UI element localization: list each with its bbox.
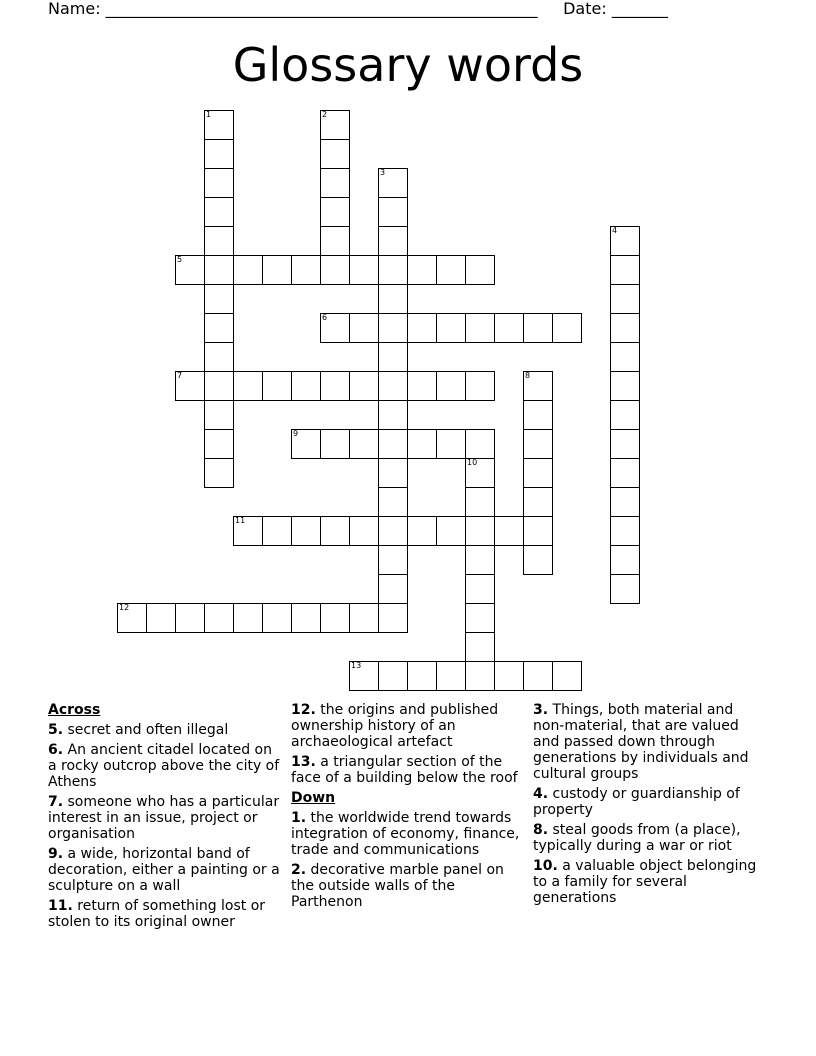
clue-number: 10: [467, 458, 478, 467]
grid-cell[interactable]: [349, 603, 379, 633]
grid-cell[interactable]: [378, 255, 408, 285]
grid-cell[interactable]: [610, 429, 640, 459]
grid-cell[interactable]: [523, 545, 553, 575]
grid-cell[interactable]: [436, 371, 466, 401]
grid-cell[interactable]: [291, 429, 321, 459]
clue-across-9: 9. a wide, horizontal band of decoration, either a painting or a sculpture on a wall: [48, 846, 280, 894]
clue-number: 7: [177, 371, 183, 380]
grid-cell[interactable]: [523, 400, 553, 430]
grid-cell[interactable]: [465, 574, 495, 604]
clues-column-1: [48, 700, 280, 934]
grid-cell[interactable]: [523, 487, 553, 517]
grid-cell[interactable]: [610, 284, 640, 314]
grid-cell[interactable]: [233, 516, 263, 546]
grid-cell[interactable]: [378, 487, 408, 517]
grid-cell[interactable]: [465, 516, 495, 546]
grid-cell[interactable]: [378, 342, 408, 372]
grid-cell[interactable]: [610, 255, 640, 285]
grid-cell[interactable]: [204, 458, 234, 488]
grid-cell[interactable]: [349, 661, 379, 691]
grid-cell[interactable]: [320, 226, 350, 256]
grid-cell[interactable]: [204, 139, 234, 169]
grid-cell[interactable]: [610, 400, 640, 430]
grid-cell[interactable]: [407, 429, 437, 459]
clue-down-2: 2. decorative marble panel on the outside walls of the Parthenon: [291, 862, 504, 910]
grid-cell[interactable]: [378, 197, 408, 227]
grid-cell[interactable]: [436, 516, 466, 546]
grid-cell[interactable]: [465, 661, 495, 691]
grid-cell[interactable]: [378, 429, 408, 459]
grid-cell[interactable]: [378, 603, 408, 633]
grid-cell[interactable]: [233, 255, 263, 285]
grid-cell[interactable]: [320, 429, 350, 459]
grid-cell[interactable]: [204, 342, 234, 372]
grid-cell[interactable]: [204, 226, 234, 256]
grid-cell[interactable]: [146, 603, 176, 633]
clue-number: 3: [380, 168, 386, 177]
page-title: Glossary words: [232, 38, 584, 92]
grid-cell[interactable]: [320, 139, 350, 169]
clue-across-11: 11. return of something lost or stolen to its original owner: [48, 898, 266, 930]
grid-cell[interactable]: [204, 313, 234, 343]
grid-cell[interactable]: [204, 197, 234, 227]
grid-cell[interactable]: [436, 255, 466, 285]
grid-cell[interactable]: [407, 255, 437, 285]
grid-cell[interactable]: [436, 429, 466, 459]
grid-cell[interactable]: [610, 574, 640, 604]
grid-cell[interactable]: [465, 313, 495, 343]
grid-cell[interactable]: [523, 429, 553, 459]
grid-cell[interactable]: [175, 371, 205, 401]
clues-column-2: [291, 700, 523, 914]
clue-number: 2: [322, 110, 328, 119]
grid-cell[interactable]: [349, 429, 379, 459]
grid-cell[interactable]: [204, 110, 234, 140]
grid-cell[interactable]: [610, 313, 640, 343]
grid-cell[interactable]: [262, 255, 292, 285]
grid-cell[interactable]: [349, 313, 379, 343]
clue-across-13: 13. a triangular section of the face of a building below the roof: [291, 754, 518, 786]
grid-cell[interactable]: [262, 516, 292, 546]
grid-cell[interactable]: [320, 168, 350, 198]
clue-number: 1: [206, 110, 212, 119]
grid-cell[interactable]: [523, 313, 553, 343]
grid-cell[interactable]: [407, 516, 437, 546]
grid-cell[interactable]: [378, 284, 408, 314]
grid-cell[interactable]: [320, 516, 350, 546]
clue-down-10: 10. a valuable object belonging to a family for several generations: [533, 858, 757, 906]
grid-cell[interactable]: [378, 661, 408, 691]
grid-cell[interactable]: [262, 371, 292, 401]
grid-cell[interactable]: [465, 545, 495, 575]
grid-cell[interactable]: [175, 255, 205, 285]
clue-number: 13: [351, 661, 362, 670]
clue-number: 11: [235, 516, 246, 525]
grid-cell[interactable]: [523, 661, 553, 691]
grid-cell[interactable]: [610, 371, 640, 401]
grid-cell[interactable]: [204, 371, 234, 401]
grid-cell[interactable]: [465, 429, 495, 459]
grid-cell[interactable]: [378, 400, 408, 430]
grid-cell[interactable]: [552, 661, 582, 691]
grid-cell[interactable]: [378, 458, 408, 488]
across-heading: Across: [48, 702, 101, 718]
grid-cell[interactable]: [204, 400, 234, 430]
grid-cell[interactable]: [320, 313, 350, 343]
clue-down-3: 3. Things, both material and non-material, that are valued and passed down through generations by individuals and cultural groups: [533, 702, 749, 782]
clue-number: 12: [119, 603, 130, 612]
grid-cell[interactable]: [494, 516, 524, 546]
grid-cell[interactable]: [378, 545, 408, 575]
grid-cell[interactable]: [523, 371, 553, 401]
grid-cell[interactable]: [349, 516, 379, 546]
grid-cell[interactable]: [378, 226, 408, 256]
grid-cell[interactable]: [465, 458, 495, 488]
grid-cell[interactable]: [378, 516, 408, 546]
grid-cell[interactable]: [233, 603, 263, 633]
grid-cell[interactable]: [117, 603, 147, 633]
clue-number: 4: [612, 226, 618, 235]
clue-down-4: 4. custody or guardianship of property: [533, 786, 740, 818]
grid-cell[interactable]: [378, 313, 408, 343]
grid-cell[interactable]: [320, 110, 350, 140]
grid-cell[interactable]: [407, 661, 437, 691]
grid-cell[interactable]: [610, 226, 640, 256]
grid-cell[interactable]: [204, 603, 234, 633]
grid-cell[interactable]: [233, 371, 263, 401]
grid-cell[interactable]: [291, 371, 321, 401]
grid-cell[interactable]: [465, 371, 495, 401]
grid-cell[interactable]: [291, 516, 321, 546]
clue-down-8: 8. steal goods from (a place), typically during a war or riot: [533, 822, 741, 854]
grid-cell[interactable]: [436, 661, 466, 691]
clue-across-5: 5. secret and often illegal: [48, 722, 229, 738]
grid-cell[interactable]: [407, 371, 437, 401]
grid-cell[interactable]: [349, 255, 379, 285]
grid-cell[interactable]: [465, 487, 495, 517]
clue-across-6: 6. An ancient citadel located on a rocky outcrop above the city of Athens: [48, 742, 280, 790]
grid-cell[interactable]: [523, 516, 553, 546]
name-date-line: Name: ______________________________________________________ Date: _______: [48, 0, 668, 18]
grid-cell[interactable]: [320, 603, 350, 633]
clue-number: 8: [525, 371, 531, 380]
grid-cell[interactable]: [610, 458, 640, 488]
grid-cell[interactable]: [320, 197, 350, 227]
clues-column-3: [533, 700, 765, 910]
grid-cell[interactable]: [349, 371, 379, 401]
grid-cell[interactable]: [610, 487, 640, 517]
grid-cell[interactable]: [378, 371, 408, 401]
clue-down-1: 1. the worldwide trend towards integration of economy, finance, trade and communications: [291, 810, 520, 858]
grid-cell[interactable]: [175, 603, 205, 633]
grid-cell[interactable]: [465, 255, 495, 285]
clue-across-7: 7. someone who has a particular interest in an issue, project or organisation: [48, 794, 280, 842]
grid-cell[interactable]: [552, 313, 582, 343]
clue-number: 9: [293, 429, 299, 438]
grid-cell[interactable]: [465, 632, 495, 662]
down-heading: Down: [291, 790, 336, 806]
grid-cell[interactable]: [407, 313, 437, 343]
grid-cell[interactable]: [204, 255, 234, 285]
clue-number: 5: [177, 255, 183, 264]
grid-cell[interactable]: [465, 603, 495, 633]
grid-cell[interactable]: [436, 313, 466, 343]
clue-number: 6: [322, 313, 328, 322]
grid-cell[interactable]: [494, 313, 524, 343]
grid-cell[interactable]: [610, 516, 640, 546]
grid-cell[interactable]: [610, 342, 640, 372]
grid-cell[interactable]: [204, 284, 234, 314]
grid-cell[interactable]: [378, 168, 408, 198]
grid-cell[interactable]: [262, 603, 292, 633]
grid-cell[interactable]: [204, 429, 234, 459]
grid-cell[interactable]: [378, 574, 408, 604]
grid-cell[interactable]: [320, 371, 350, 401]
grid-cell[interactable]: [320, 255, 350, 285]
grid-cell[interactable]: [291, 603, 321, 633]
grid-cell[interactable]: [494, 661, 524, 691]
grid-cell[interactable]: [610, 545, 640, 575]
grid-cell[interactable]: [204, 168, 234, 198]
grid-cell[interactable]: [291, 255, 321, 285]
grid-cell[interactable]: [523, 458, 553, 488]
clue-across-12: 12. the origins and published ownership history of an archaeological artefact: [291, 702, 499, 750]
